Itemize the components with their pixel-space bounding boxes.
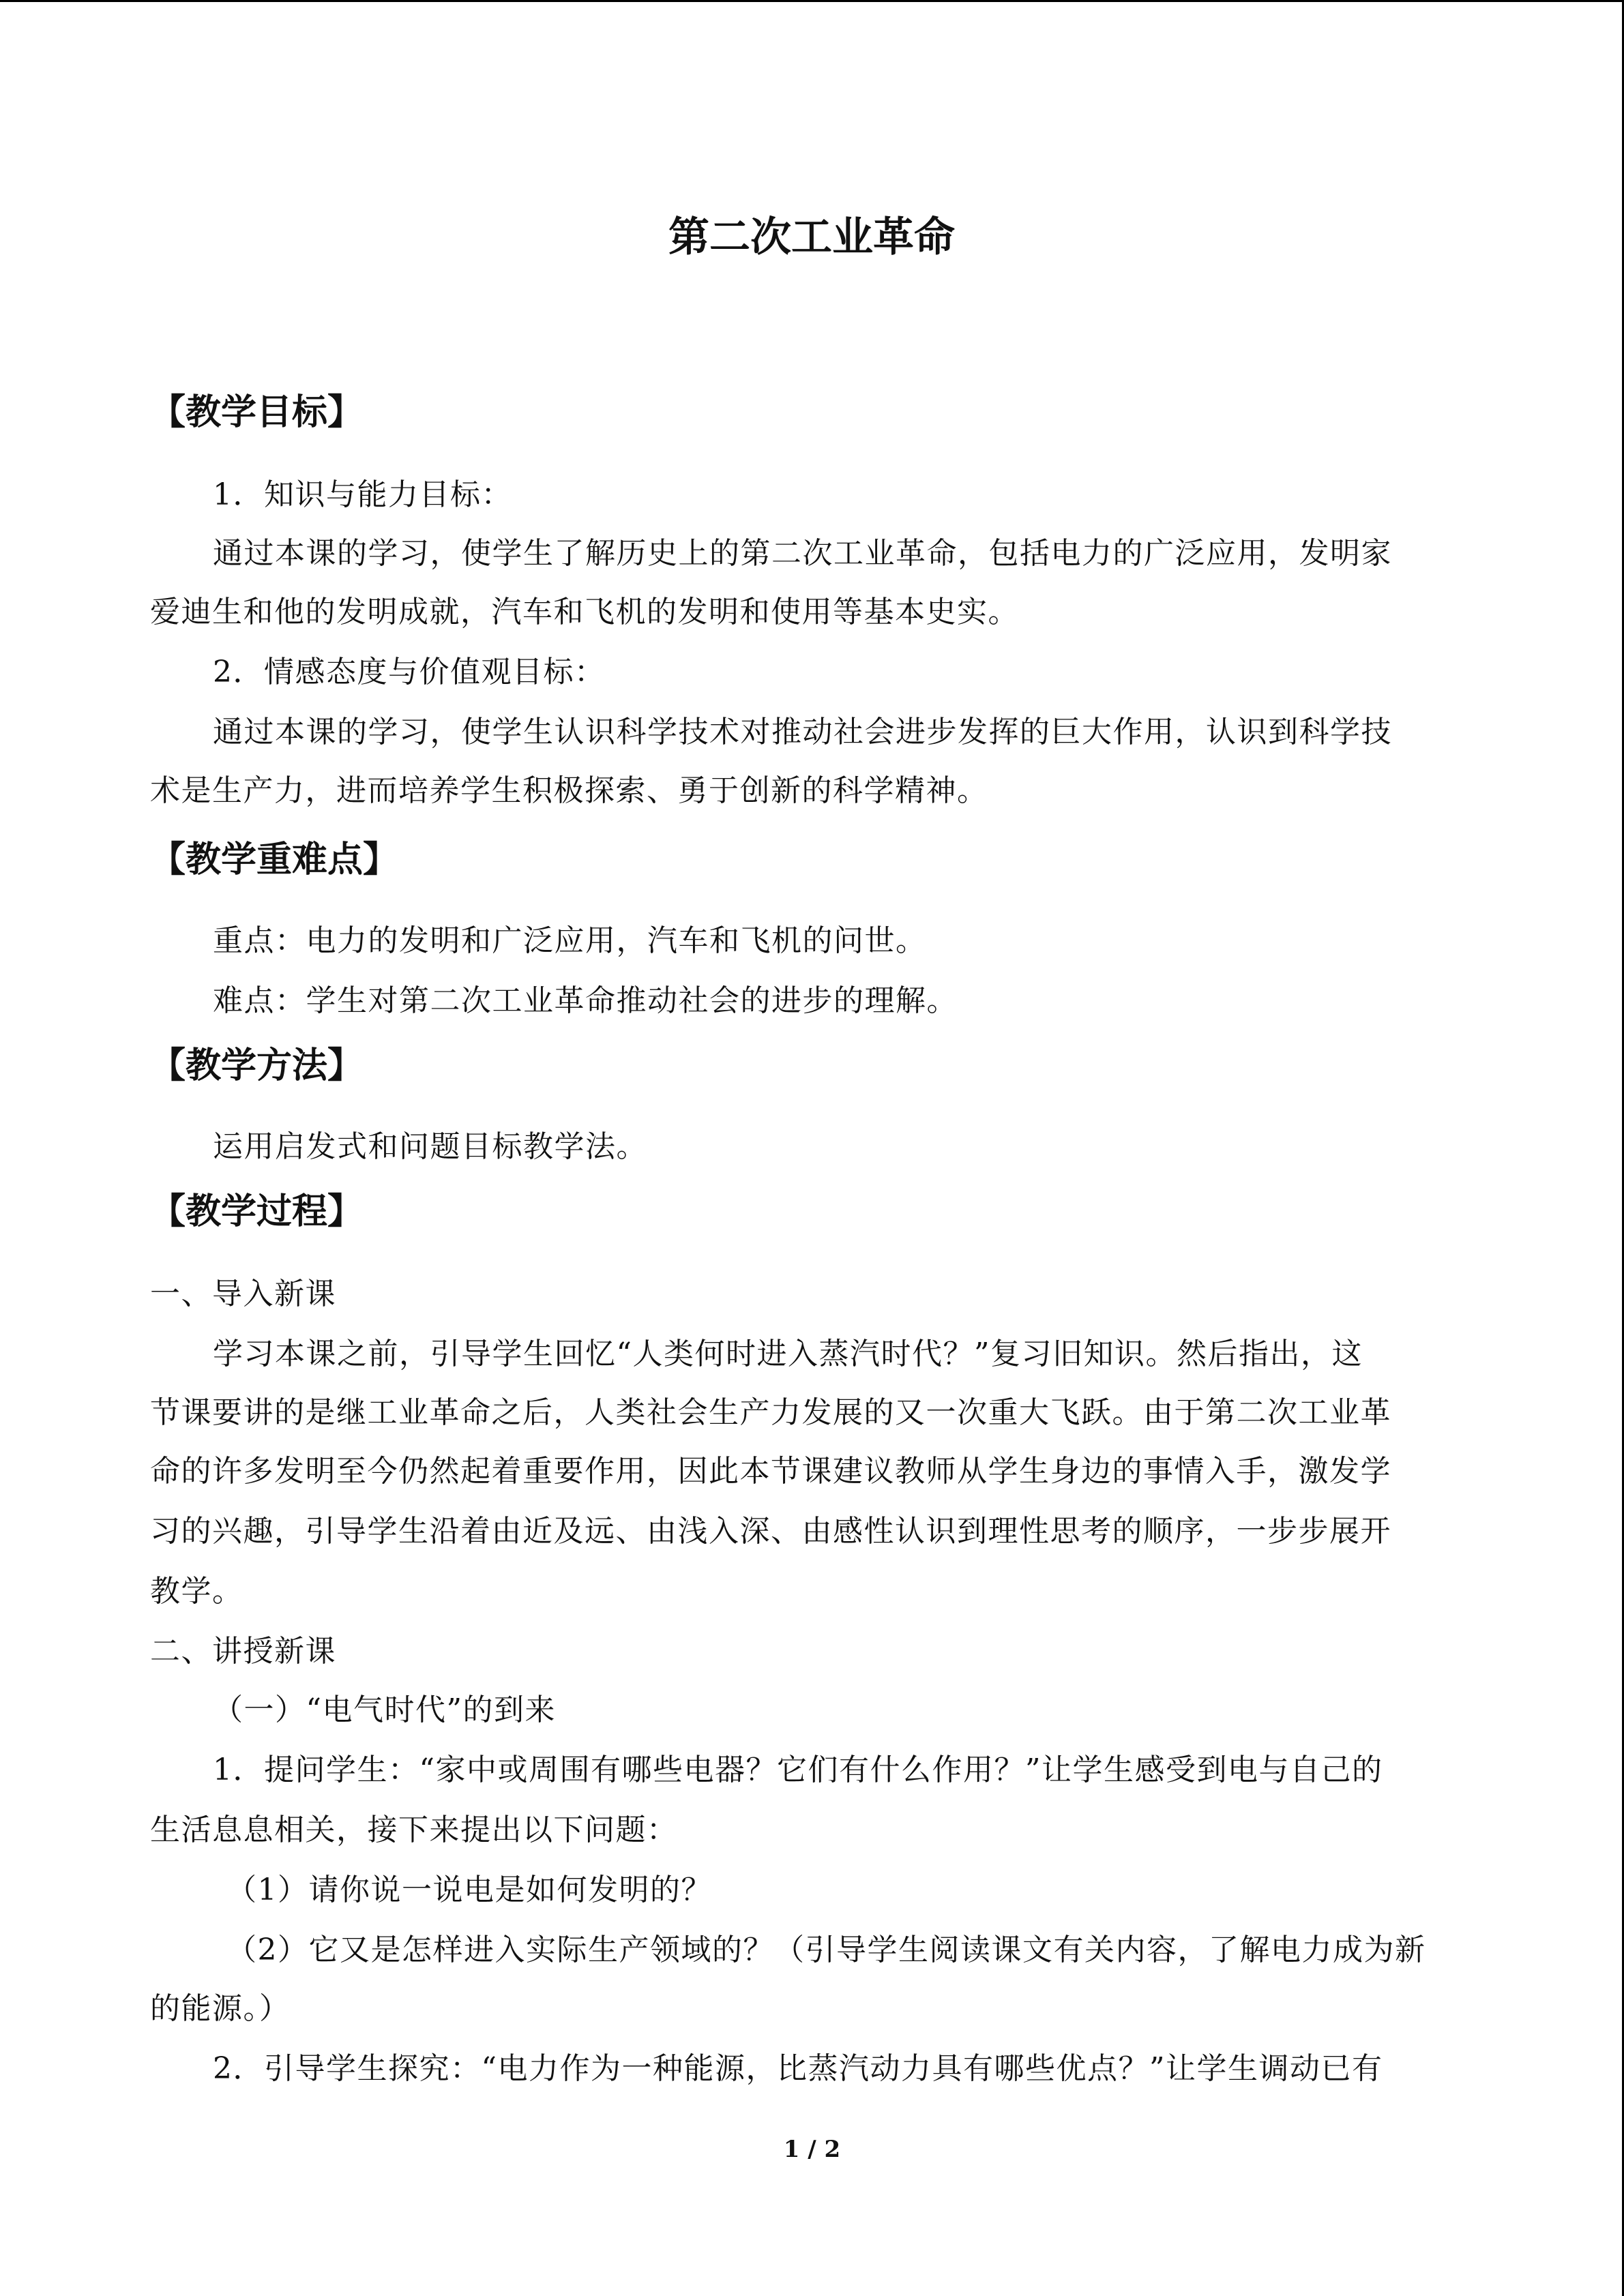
process-part1-line3: 命的许多发明至今仍然起着重要作用，因此本节课建议教师从学生身边的事情入手，激发学: [150, 1454, 1391, 1489]
process-q1-line2: 生活息息相关，接下来提出以下问题：: [150, 1813, 678, 1847]
process-q1-a: （1）请你说一说电是如何发明的？: [226, 1873, 712, 1907]
process-part2-title: 二、讲授新课: [150, 1634, 336, 1669]
process-q1-b-line2: 的能源。）: [150, 1991, 291, 2026]
process-part1-title: 一、导入新课: [150, 1277, 336, 1311]
key-point-focus: 重点：电力的发明和广泛应用，汽车和飞机的问世。: [213, 923, 927, 958]
process-sub1-title: （一）“电气时代”的到来: [213, 1693, 556, 1727]
process-q1-b-line1: （2）它又是怎样进入实际生产领域的？（引导学生阅读课文有关内容，了解电力成为新: [226, 1933, 1426, 1967]
objective-2-label: 2．情感态度与价值观目标：: [213, 655, 606, 689]
objective-2-text-line2: 术是生产力，进而培养学生积极探索、勇于创新的科学精神。: [150, 773, 988, 808]
heading-methods: 【教学方法】: [150, 1045, 364, 1086]
document-title: 第二次工业革命: [668, 213, 955, 261]
process-part1-line1: 学习本课之前，引导学生回忆“人类何时进入蒸汽时代？”复习旧知识。然后指出，这: [213, 1337, 1363, 1371]
objective-2-text-line1: 通过本课的学习，使学生认识科学技术对推动社会进步发挥的巨大作用，认识到科学技: [213, 715, 1392, 749]
process-q1-line1: 1．提问学生：“家中或周围有哪些电器？它们有什么作用？”让学生感受到电与自己的: [213, 1753, 1383, 1787]
heading-key-points: 【教学重难点】: [150, 839, 399, 880]
process-part1-line4: 习的兴趣，引导学生沿着由近及远、由浅入深、由感性认识到理性思考的顺序，一步步展开: [150, 1514, 1391, 1549]
heading-process: 【教学过程】: [150, 1191, 364, 1232]
key-point-difficulty: 难点：学生对第二次工业革命推动社会的进步的理解。: [213, 983, 958, 1018]
page-number: 1 / 2: [783, 2136, 841, 2163]
methods-text: 运用启发式和问题目标教学法。: [213, 1129, 647, 1164]
heading-objectives: 【教学目标】: [150, 392, 364, 433]
process-part1-line5: 教学。: [150, 1574, 243, 1609]
process-part1-line2: 节课要讲的是继工业革命之后，人类社会生产力发展的又一次重大飞跃。由于第二次工业革: [150, 1395, 1391, 1430]
objective-1-label: 1．知识与能力目标：: [213, 477, 512, 512]
page-border-top: [0, 0, 1624, 2]
objective-1-text-line2: 爱迪生和他的发明成就，汽车和飞机的发明和使用等基本史实。: [150, 595, 1019, 629]
objective-1-text-line1: 通过本课的学习，使学生了解历史上的第二次工业革命，包括电力的广泛应用，发明家: [213, 536, 1392, 571]
process-q2-line1: 2．引导学生探究：“电力作为一种能源，比蒸汽动力具有哪些优点？”让学生调动已有: [213, 2051, 1383, 2086]
